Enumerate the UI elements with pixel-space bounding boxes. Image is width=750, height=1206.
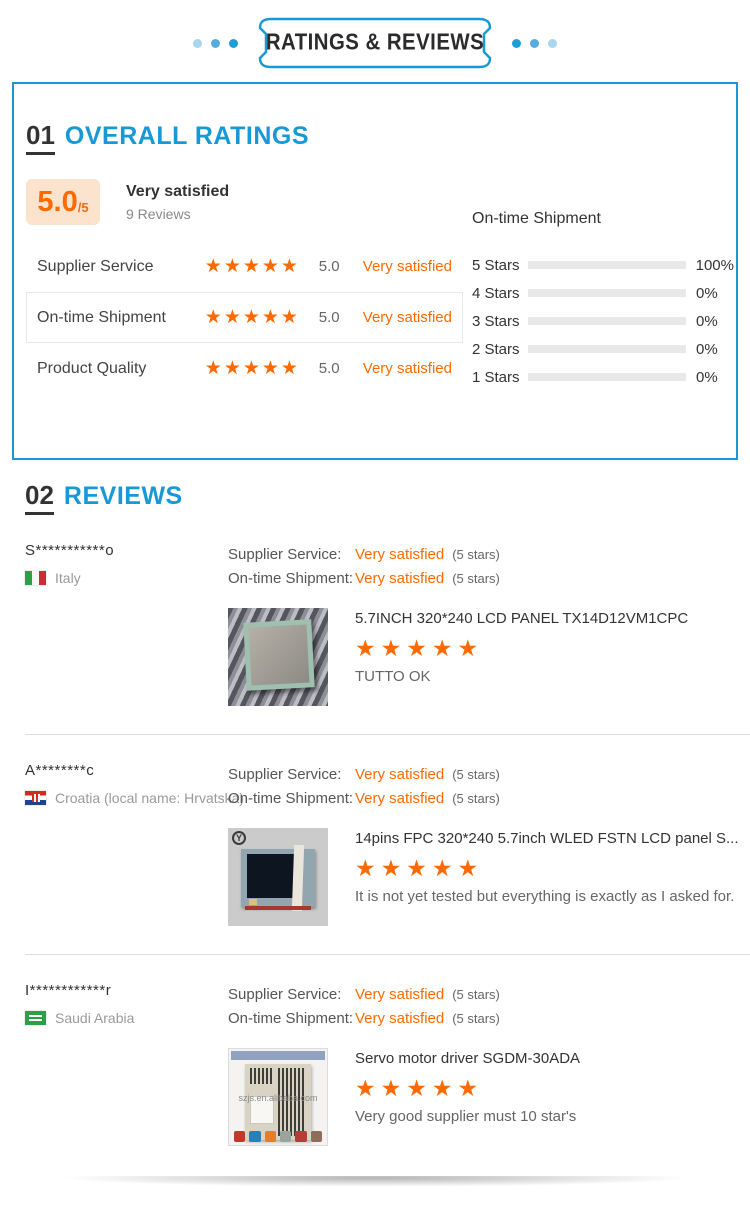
overall-ratings-panel bbox=[12, 82, 738, 460]
review-rating-line bbox=[228, 762, 750, 786]
banner-dots-left bbox=[193, 39, 238, 48]
rating-line-status: Very satisfied bbox=[355, 985, 445, 1003]
review-content bbox=[228, 982, 750, 1146]
chart-bar-track bbox=[528, 261, 686, 269]
chart-value: 0% bbox=[696, 368, 718, 386]
review-product bbox=[228, 828, 750, 926]
review-item bbox=[25, 982, 750, 1146]
product-thumbnail[interactable] bbox=[228, 1048, 328, 1146]
star-rating: ★★★★★ bbox=[204, 358, 300, 379]
dot-icon bbox=[211, 39, 220, 48]
star-rating: ★★★★★ bbox=[204, 307, 300, 328]
rating-row-product-quality bbox=[26, 343, 463, 394]
section-title: OVERALL RATINGS bbox=[64, 122, 310, 150]
rating-line-status: Very satisfied bbox=[355, 545, 445, 563]
chart-value: 0% bbox=[696, 340, 718, 358]
review-product bbox=[228, 1048, 750, 1146]
rating-line-label: Supplier Service: bbox=[228, 765, 342, 783]
chart-value: 0% bbox=[696, 284, 718, 302]
reviews-section-heading bbox=[25, 480, 750, 515]
rating-line-status: Very satisfied bbox=[355, 569, 445, 587]
rating-line-label: On-time Shipment: bbox=[228, 569, 354, 587]
rating-row-supplier-service bbox=[26, 241, 463, 292]
review-comment: It is not yet tested but everything is exactly as I asked for. bbox=[355, 888, 735, 905]
rating-line-status: Very satisfied bbox=[355, 765, 445, 783]
reviewer-username: I************r bbox=[25, 982, 112, 999]
reviewer-country bbox=[25, 1010, 228, 1026]
review-rating-line bbox=[228, 542, 750, 566]
country-name: Croatia (local name: Hrvatska) bbox=[55, 790, 245, 806]
chart-bar-track bbox=[528, 289, 686, 297]
overall-score-badge bbox=[26, 179, 100, 225]
rating-status: Very satisfied bbox=[362, 360, 452, 377]
review-rating-line bbox=[228, 1006, 750, 1030]
rating-status: Very satisfied bbox=[362, 309, 452, 326]
chart-value: 100% bbox=[695, 256, 734, 274]
chart-row-1-stars bbox=[472, 368, 734, 386]
country-name: Saudi Arabia bbox=[55, 1010, 135, 1026]
rating-line-label: On-time Shipment: bbox=[228, 789, 354, 807]
rating-label: Supplier Service bbox=[37, 257, 154, 275]
chart-category: 3 Stars bbox=[472, 312, 520, 330]
banner-title: RATINGS & REVIEWS bbox=[265, 30, 485, 55]
chart-row-3-stars bbox=[472, 312, 734, 330]
country-name: Italy bbox=[55, 570, 81, 586]
score-label: Very satisfied bbox=[126, 182, 230, 200]
product-title[interactable]: 5.7INCH 320*240 LCD PANEL TX14D12VM1CPC bbox=[355, 610, 689, 627]
chart-row-5-stars bbox=[472, 256, 734, 274]
certification-badges bbox=[234, 1131, 322, 1142]
reviewer-country bbox=[25, 790, 245, 806]
rating-line-note: (5 stars) bbox=[452, 570, 500, 586]
review-rating-line bbox=[228, 982, 750, 1006]
lcd-panel-graphic bbox=[243, 619, 314, 690]
rating-line-label: Supplier Service: bbox=[228, 985, 342, 1003]
chart-row-2-stars bbox=[472, 340, 734, 358]
reviews-section bbox=[25, 480, 750, 1146]
section-title: REVIEWS bbox=[63, 482, 183, 510]
rating-row-ontime-shipment bbox=[26, 292, 463, 343]
brand-logo-icon: Y bbox=[232, 831, 246, 845]
rating-line-label: Supplier Service: bbox=[228, 545, 342, 563]
lcd-panel-graphic bbox=[241, 849, 315, 907]
rating-line-note: (5 stars) bbox=[452, 986, 500, 1002]
rating-line-note: (5 stars) bbox=[452, 766, 500, 782]
rating-line-status: Very satisfied bbox=[355, 1009, 445, 1027]
section-bottom-shadow bbox=[0, 1176, 750, 1198]
review-comment: TUTTO OK bbox=[355, 668, 431, 685]
product-info bbox=[355, 828, 739, 926]
chart-category: 5 Stars bbox=[472, 256, 520, 274]
section-banner bbox=[0, 0, 750, 82]
banner-plaque bbox=[258, 17, 492, 69]
banner-dots-right bbox=[512, 39, 557, 48]
star-rating: ★★★★★ bbox=[355, 635, 484, 661]
review-item bbox=[25, 762, 750, 926]
star-rating: ★★★★★ bbox=[355, 855, 484, 881]
dot-icon bbox=[548, 39, 557, 48]
product-info bbox=[355, 1048, 580, 1146]
score-max: /5 bbox=[77, 199, 89, 215]
chart-title: On-time Shipment bbox=[472, 210, 601, 227]
saudi-arabia-flag-icon bbox=[25, 1011, 46, 1025]
chart-category: 2 Stars bbox=[472, 340, 520, 358]
score-value: 5.0 bbox=[37, 185, 78, 218]
review-content bbox=[228, 762, 750, 926]
reviewer-info bbox=[25, 982, 228, 1146]
reviewer-username: S***********o bbox=[25, 542, 115, 559]
review-item bbox=[25, 542, 750, 706]
product-info bbox=[355, 608, 688, 706]
rating-line-label: On-time Shipment: bbox=[228, 1009, 354, 1027]
product-title[interactable]: Servo motor driver SGDM-30ADA bbox=[355, 1050, 581, 1067]
rating-line-status: Very satisfied bbox=[355, 789, 445, 807]
chart-bar-track bbox=[528, 373, 686, 381]
rating-label: Product Quality bbox=[37, 359, 147, 377]
review-rating-line bbox=[228, 566, 750, 590]
review-content bbox=[228, 542, 750, 706]
croatia-flag-icon bbox=[25, 791, 46, 805]
image-watermark: szjs.en.alibaba.com bbox=[238, 1093, 318, 1103]
rating-label: On-time Shipment bbox=[37, 308, 166, 326]
star-rating: ★★★★★ bbox=[355, 1075, 484, 1101]
chart-bar-track bbox=[528, 317, 686, 325]
rating-value: 5.0 bbox=[318, 309, 340, 326]
rating-status: Very satisfied bbox=[362, 258, 452, 275]
section-number: 02 bbox=[25, 480, 54, 515]
chart-category: 1 Stars bbox=[472, 368, 520, 386]
review-comment: Very good supplier must 10 star's bbox=[355, 1108, 577, 1125]
rating-line-note: (5 stars) bbox=[452, 1010, 500, 1026]
rating-rows bbox=[26, 241, 463, 394]
chart-category: 4 Stars bbox=[472, 284, 520, 302]
product-title[interactable]: 14pins FPC 320*240 5.7inch WLED FSTN LCD panel S... bbox=[355, 830, 739, 847]
thumbnail-header-bar bbox=[231, 1051, 325, 1060]
star-rating: ★★★★★ bbox=[204, 256, 300, 277]
review-product bbox=[228, 608, 750, 706]
rating-value: 5.0 bbox=[318, 360, 340, 377]
rating-line-note: (5 stars) bbox=[452, 790, 500, 806]
review-divider bbox=[25, 954, 750, 955]
italy-flag-icon bbox=[25, 571, 46, 585]
reviewer-country bbox=[25, 570, 228, 586]
rating-line-note: (5 stars) bbox=[452, 546, 500, 562]
shipment-distribution-chart bbox=[472, 210, 734, 386]
review-divider bbox=[25, 734, 750, 735]
review-rating-line bbox=[228, 786, 750, 810]
dot-icon bbox=[530, 39, 539, 48]
reviewer-username: A********c bbox=[25, 762, 95, 779]
overall-section-heading bbox=[26, 120, 736, 155]
section-number: 01 bbox=[26, 120, 55, 155]
rating-value: 5.0 bbox=[318, 258, 340, 275]
review-count: 9 Reviews bbox=[126, 205, 191, 222]
product-thumbnail[interactable] bbox=[228, 828, 328, 926]
dot-icon bbox=[512, 39, 521, 48]
chart-value: 0% bbox=[696, 312, 718, 330]
chart-row-4-stars bbox=[472, 284, 734, 302]
product-thumbnail[interactable] bbox=[228, 608, 328, 706]
dot-icon bbox=[229, 39, 238, 48]
reviewer-info bbox=[25, 542, 228, 706]
score-meta bbox=[126, 183, 229, 222]
reviewer-info bbox=[25, 762, 245, 926]
dot-icon bbox=[193, 39, 202, 48]
chart-bar-track bbox=[528, 345, 686, 353]
